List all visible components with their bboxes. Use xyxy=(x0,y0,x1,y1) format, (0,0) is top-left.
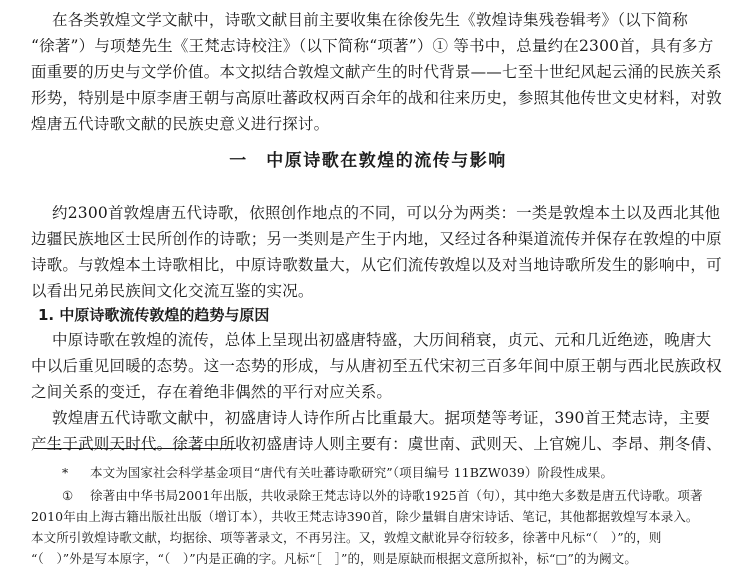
footnote-star xyxy=(62,464,613,482)
footnote-star-mark: * xyxy=(62,465,69,480)
subsection-line-5: 产生于武则天时代。徐著中所收初盛唐诗人则主要有：虞世南、武则天、上官婉儿、李昂、荆冬倩、 xyxy=(31,435,722,453)
footnote-one-line-3: 本文所引敦煌诗歌文献，均据徐、项等著录文，不再另注。又，敦煌文献讹异夺衍较多，徐著中凡标“（ ）”的，则 xyxy=(31,530,662,545)
subsection-heading: 1. 中原诗歌流传敦煌的趋势与原因 xyxy=(38,306,270,324)
footnote-one-mark: ① xyxy=(62,488,74,503)
intro-line-2: “徐著”）与项楚先生《王梵志诗校注》（以下简称“项著”）① 等书中，总量约在2300首，具有多方 xyxy=(31,37,714,55)
section-intro-line-4: 以看出兄弟民族间文化交流互鉴的实况。 xyxy=(31,282,314,300)
subsection-line-4: 敦煌唐五代诗歌文献中，初盛唐诗人诗作所占比重最大。据项楚等考证，390首王梵志诗，主要 xyxy=(52,409,711,427)
footnote-one-line-4: “（ ）”外是写本原字，“（ ）”内是正确的字。凡标“［ ］”的，则是原缺而根据文意所拟补，标“□”的为阙文。 xyxy=(31,551,637,566)
intro-line-3: 面重要的历史与文学价值。本文拟结合敦煌文献产生的时代背景——七至十世纪风起云涌的民族关系 xyxy=(31,63,722,81)
footnote-rule xyxy=(34,448,236,449)
subsection-line-1: 中原诗歌在敦煌的流传，总体上呈现出初盛唐特盛，大历间稍衰，贞元、元和几近绝迹，晚唐大 xyxy=(52,331,712,349)
footnote-one-line-2: 2010年由上海古籍出版社出版（增订本），共收王梵志诗390首，除少量辑自唐宋诗话、笔记，其他都据敦煌写本录入。 xyxy=(31,509,699,524)
footnote-one-text-1: 徐著由中华书局2001年出版，共收录除王梵志诗以外的诗歌1925首（句），其中绝大多数是唐五代诗歌。项著 xyxy=(90,488,703,503)
intro-line-1: 在各类敦煌文学文献中，诗歌文献目前主要收集在徐俊先生《敦煌诗集残卷辑考》（以下简称 xyxy=(52,11,688,29)
footnote-star-text: 本文为国家社会科学基金项目“唐代有关吐蕃诗歌研究”（项目编号 11BZW039）阶段性成果。 xyxy=(90,465,614,480)
intro-line-4: 形势，特别是中原李唐王朝与高原吐蕃政权两百余年的战和往来历史，参照其他传世文史材料，对敦 xyxy=(31,89,722,107)
section-intro-line-2: 边疆民族地区士民所创作的诗歌；另一类则是产生于内地，又经过各种渠道流传并保存在敦煌的中原 xyxy=(31,230,722,248)
section-intro-line-3: 诗歌。与敦煌本土诗歌相比，中原诗歌数量大，从它们流传敦煌以及对当地诗歌所发生的影响中，可 xyxy=(31,256,722,274)
subsection-line-2: 中以后重见回暖的态势。这一态势的形成，与从唐初至五代宋初三百多年间中原王朝与西北民族政权 xyxy=(31,357,722,375)
intro-line-5: 煌唐五代诗歌文献的民族史意义进行探讨。 xyxy=(31,115,330,133)
section-heading: 一 中原诗歌在敦煌的流传与影响 xyxy=(229,151,507,171)
subsection-line-3: 之间关系的变迁，存在着绝非偶然的平行对应关系。 xyxy=(31,383,393,401)
section-intro-line-1: 约2300首敦煌唐五代诗歌，依照创作地点的不同，可以分为两类：一类是敦煌本土以及西北其他 xyxy=(52,204,721,222)
footnote-one-line-1 xyxy=(62,487,703,505)
